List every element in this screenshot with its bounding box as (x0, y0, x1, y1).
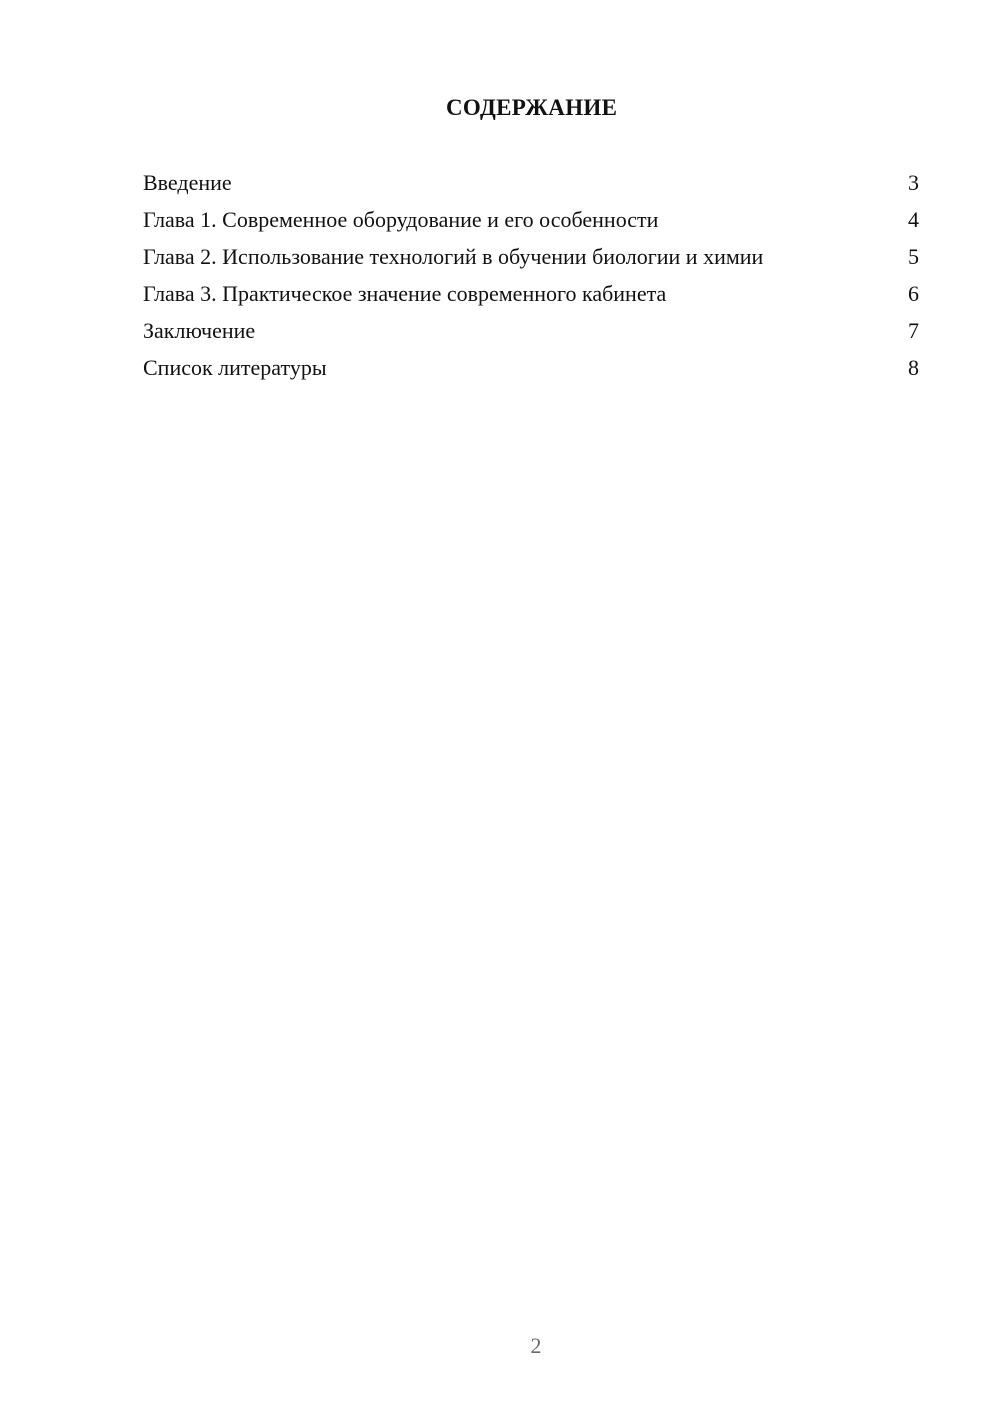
toc-entry-page: 3 (908, 170, 919, 195)
toc-entry-introduction (143, 169, 919, 197)
toc-entry-chapter-1 (143, 206, 919, 234)
toc-entry-chapter-2 (143, 243, 919, 271)
toc-title: СОДЕРЖАНИЕ (446, 95, 618, 120)
toc-entry-label: Заключение (143, 318, 256, 343)
toc-entry-chapter-3 (143, 280, 919, 308)
toc-entry-label: Список литературы (143, 355, 327, 380)
toc-entry-conclusion (143, 317, 919, 345)
toc-entry-label: Введение (143, 170, 232, 195)
toc-entry-page: 6 (908, 281, 919, 306)
page-number: 2 (530, 1333, 542, 1358)
toc-entry-page: 8 (908, 355, 919, 380)
toc-entry-references (143, 354, 919, 382)
toc-entry-label: Глава 3. Практическое значение современного кабинета (143, 281, 667, 306)
toc-entry-page: 4 (908, 207, 919, 232)
toc-entry-label: Глава 1. Современное оборудование и его особенности (143, 207, 659, 232)
toc-entry-page: 7 (908, 318, 919, 343)
toc-entry-page: 5 (908, 244, 919, 269)
table-of-contents (143, 169, 919, 391)
toc-entry-label: Глава 2. Использование технологий в обучении биологии и химии (143, 244, 764, 269)
